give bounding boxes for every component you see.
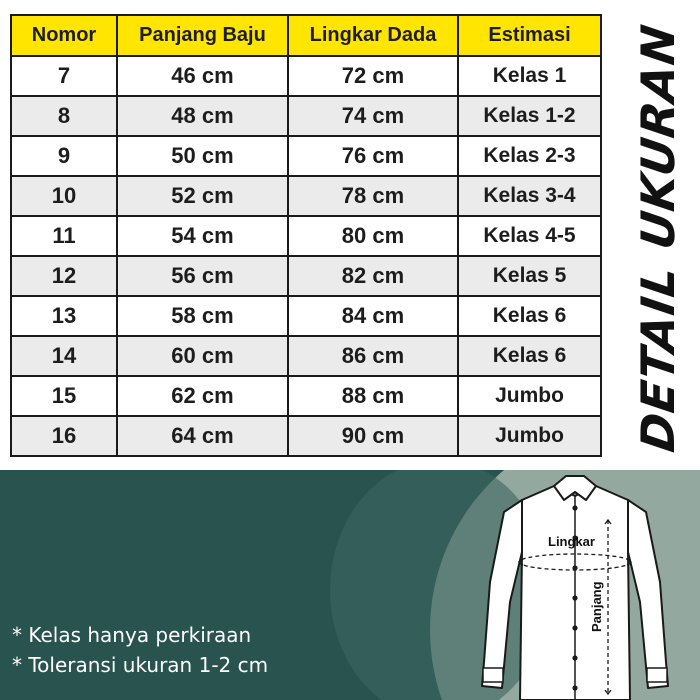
cell-panjang: 60 cm bbox=[117, 336, 288, 376]
panjang-label: Panjang bbox=[589, 581, 604, 632]
cell-estimasi: Kelas 6 bbox=[458, 296, 601, 336]
side-title-text: DETAIL UKURAN bbox=[631, 20, 685, 456]
cell-nomor: 13 bbox=[11, 296, 117, 336]
cell-estimasi: Kelas 3-4 bbox=[458, 176, 601, 216]
header-panjang-baju: Panjang Baju bbox=[117, 15, 288, 56]
cell-lingkar: 90 cm bbox=[288, 416, 458, 456]
cell-panjang: 58 cm bbox=[117, 296, 288, 336]
cell-nomor: 12 bbox=[11, 256, 117, 296]
note-line: * Kelas hanya perkiraan bbox=[12, 623, 252, 647]
notes bbox=[12, 620, 268, 680]
header-nomor: Nomor bbox=[11, 15, 117, 56]
cell-estimasi: Kelas 5 bbox=[458, 256, 601, 296]
cell-panjang: 62 cm bbox=[117, 376, 288, 416]
table-header-row bbox=[11, 15, 601, 56]
cell-panjang: 48 cm bbox=[117, 96, 288, 136]
cell-lingkar: 88 cm bbox=[288, 376, 458, 416]
table-row bbox=[11, 376, 601, 416]
cell-lingkar: 74 cm bbox=[288, 96, 458, 136]
cell-estimasi: Jumbo bbox=[458, 376, 601, 416]
left-cuff bbox=[483, 668, 503, 682]
cell-panjang: 50 cm bbox=[117, 136, 288, 176]
cell-lingkar: 72 cm bbox=[288, 56, 458, 96]
cell-estimasi: Kelas 4-5 bbox=[458, 216, 601, 256]
cell-nomor: 16 bbox=[11, 416, 117, 456]
cell-nomor: 8 bbox=[11, 96, 117, 136]
cell-panjang: 64 cm bbox=[117, 416, 288, 456]
cell-estimasi: Kelas 2-3 bbox=[458, 136, 601, 176]
table-row bbox=[11, 256, 601, 296]
right-cuff bbox=[647, 668, 667, 682]
cell-nomor: 7 bbox=[11, 56, 117, 96]
cell-estimasi: Kelas 6 bbox=[458, 336, 601, 376]
cell-nomor: 10 bbox=[11, 176, 117, 216]
cell-lingkar: 82 cm bbox=[288, 256, 458, 296]
cell-estimasi: Kelas 1 bbox=[458, 56, 601, 96]
cell-nomor: 11 bbox=[11, 216, 117, 256]
header-lingkar-dada: Lingkar Dada bbox=[288, 15, 458, 56]
cell-lingkar: 84 cm bbox=[288, 296, 458, 336]
cell-lingkar: 80 cm bbox=[288, 216, 458, 256]
table-row bbox=[11, 336, 601, 376]
note-line: * Toleransi ukuran 1-2 cm bbox=[12, 653, 269, 677]
cell-lingkar: 78 cm bbox=[288, 176, 458, 216]
table-row bbox=[11, 136, 601, 176]
cell-nomor: 9 bbox=[11, 136, 117, 176]
cell-panjang: 52 cm bbox=[117, 176, 288, 216]
table-row bbox=[11, 296, 601, 336]
cell-panjang: 56 cm bbox=[117, 256, 288, 296]
shirt-diagram bbox=[470, 472, 680, 700]
table-row bbox=[11, 176, 601, 216]
cell-estimasi: Kelas 1-2 bbox=[458, 96, 601, 136]
cell-nomor: 14 bbox=[11, 336, 117, 376]
cell-nomor: 15 bbox=[11, 376, 117, 416]
table-row bbox=[11, 56, 601, 96]
cell-lingkar: 76 cm bbox=[288, 136, 458, 176]
header-estimasi: Estimasi bbox=[458, 15, 601, 56]
cell-lingkar: 86 cm bbox=[288, 336, 458, 376]
cell-panjang: 46 cm bbox=[117, 56, 288, 96]
lingkar-label: Lingkar bbox=[548, 534, 595, 549]
cell-panjang: 54 cm bbox=[117, 216, 288, 256]
table-row bbox=[11, 96, 601, 136]
size-table bbox=[10, 14, 602, 457]
table-row bbox=[11, 416, 601, 456]
table-row bbox=[11, 216, 601, 256]
cell-estimasi: Jumbo bbox=[458, 416, 601, 456]
